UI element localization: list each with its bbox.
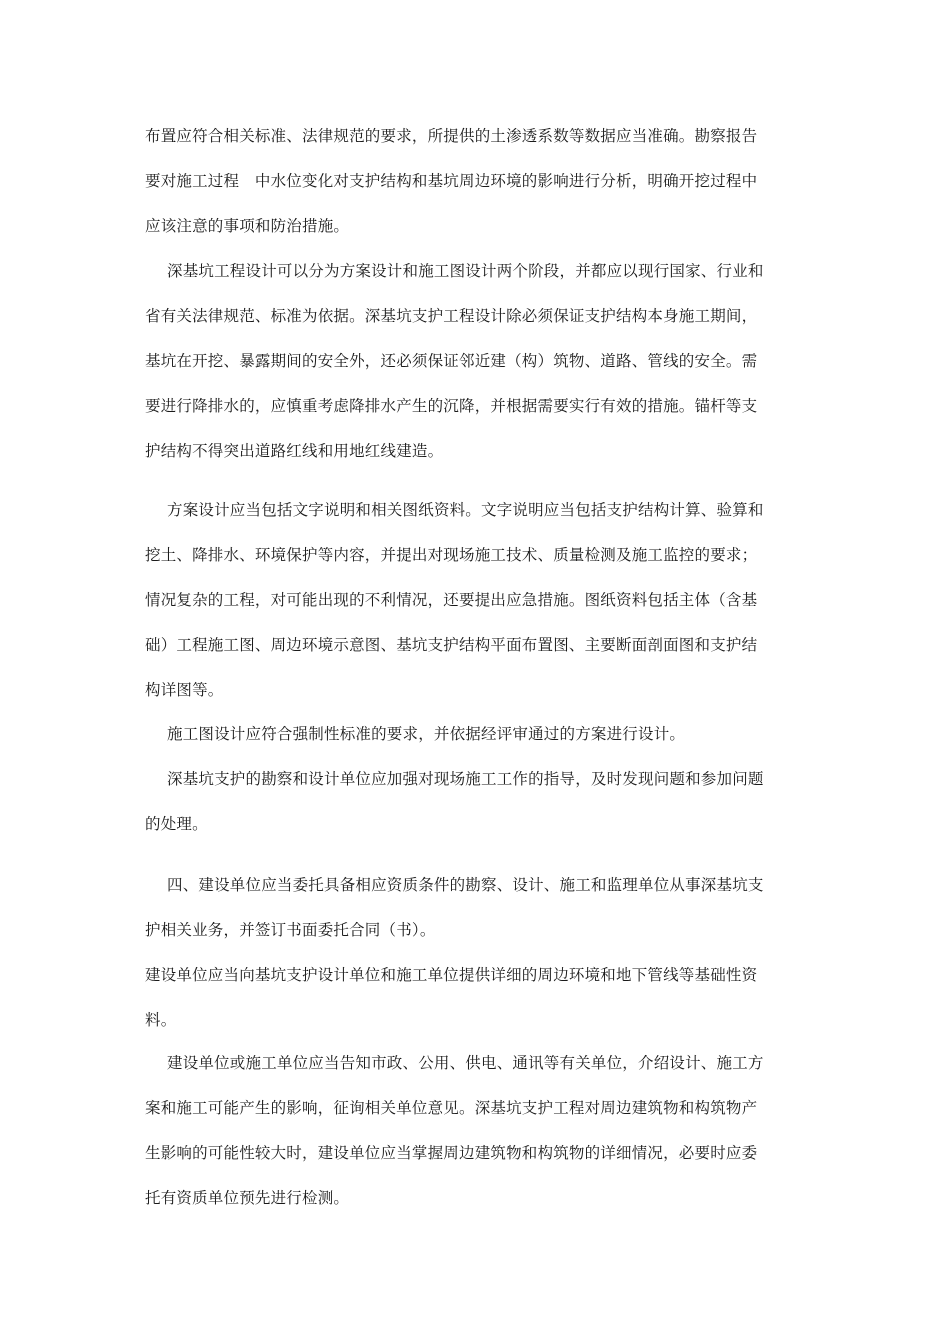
text-line: 要进行降排水的，应慎重考虑降排水产生的沉降，并根据需要实行有效的措施。锚杆等支 xyxy=(145,397,758,415)
text-line: 四、建设单位应当委托具备相应资质条件的勘察、设计、施工和监理单位从事深基坑支 xyxy=(167,876,764,894)
text-line: 护相关业务，并签订书面委托合同（书）。 xyxy=(145,921,436,939)
text-line: 布置应符合相关标准、法律规范的要求，所提供的土渗透系数等数据应当准确。勘察报告 xyxy=(145,127,758,145)
text-line: 构详图等。 xyxy=(145,681,224,699)
text-line: 础）工程施工图、周边环境示意图、基坑支护结构平面布置图、主要断面剖面图和支护结 xyxy=(145,636,758,654)
text-line: 料。 xyxy=(145,1011,177,1029)
text-line: 建设单位或施工单位应当告知市政、公用、供电、通讯等有关单位，介绍设计、施工方 xyxy=(167,1054,764,1072)
paragraph-notify-units xyxy=(145,1041,810,1221)
text-line: 深基坑支护的勘察和设计单位应加强对现场施工工作的指导，及时发现问题和参加问题 xyxy=(167,770,764,788)
paragraph-guidance xyxy=(145,757,810,847)
text-line: 建设单位应当向基坑支护设计单位和施工单位提供详细的周边环境和地下管线等基础性资 xyxy=(145,966,758,984)
paragraph-survey-report xyxy=(145,114,810,249)
text-line: 基坑在开挖、暴露期间的安全外，还必须保证邻近建（构）筑物、道路、管线的安全。需 xyxy=(145,352,758,370)
text-line: 要对施工过程 中水位变化对支护结构和基坑周边环境的影响进行分析，明确开挖过程中 xyxy=(145,172,758,190)
text-line: 的处理。 xyxy=(145,815,208,833)
text-line: 省有关法律规范、标准为依据。深基坑支护工程设计除必须保证支护结构本身施工期间， xyxy=(145,307,758,325)
text-line: 托有资质单位预先进行检测。 xyxy=(145,1189,350,1207)
text-line: 应该注意的事项和防治措施。 xyxy=(145,217,350,235)
text-line: 生影响的可能性较大时，建设单位应当掌握周边建筑物和构筑物的详细情况，必要时应委 xyxy=(145,1144,758,1162)
paragraph-scheme-design xyxy=(145,488,810,713)
paragraph-section-four xyxy=(145,863,810,953)
text-line: 护结构不得突出道路红线和用地红线建造。 xyxy=(145,442,444,460)
paragraph-provide-info xyxy=(145,953,810,1043)
paragraph-construction-drawing xyxy=(145,712,810,757)
text-line: 挖土、降排水、环境保护等内容，并提出对现场施工技术、质量检测及施工监控的要求； xyxy=(145,546,758,564)
paragraph-design-stages xyxy=(145,249,810,474)
text-line: 方案设计应当包括文字说明和相关图纸资料。文字说明应当包括支护结构计算、验算和 xyxy=(167,501,764,519)
text-line: 情况复杂的工程，对可能出现的不利情况，还要提出应急措施。图纸资料包括主体（含基 xyxy=(145,591,758,609)
text-line: 施工图设计应符合强制性标准的要求，并依据经评审通过的方案进行设计。 xyxy=(167,725,686,743)
text-line: 案和施工可能产生的影响，征询相关单位意见。深基坑支护工程对周边建筑物和构筑物产 xyxy=(145,1099,758,1117)
text-line: 深基坑工程设计可以分为方案设计和施工图设计两个阶段，并都应以现行国家、行业和 xyxy=(167,262,764,280)
